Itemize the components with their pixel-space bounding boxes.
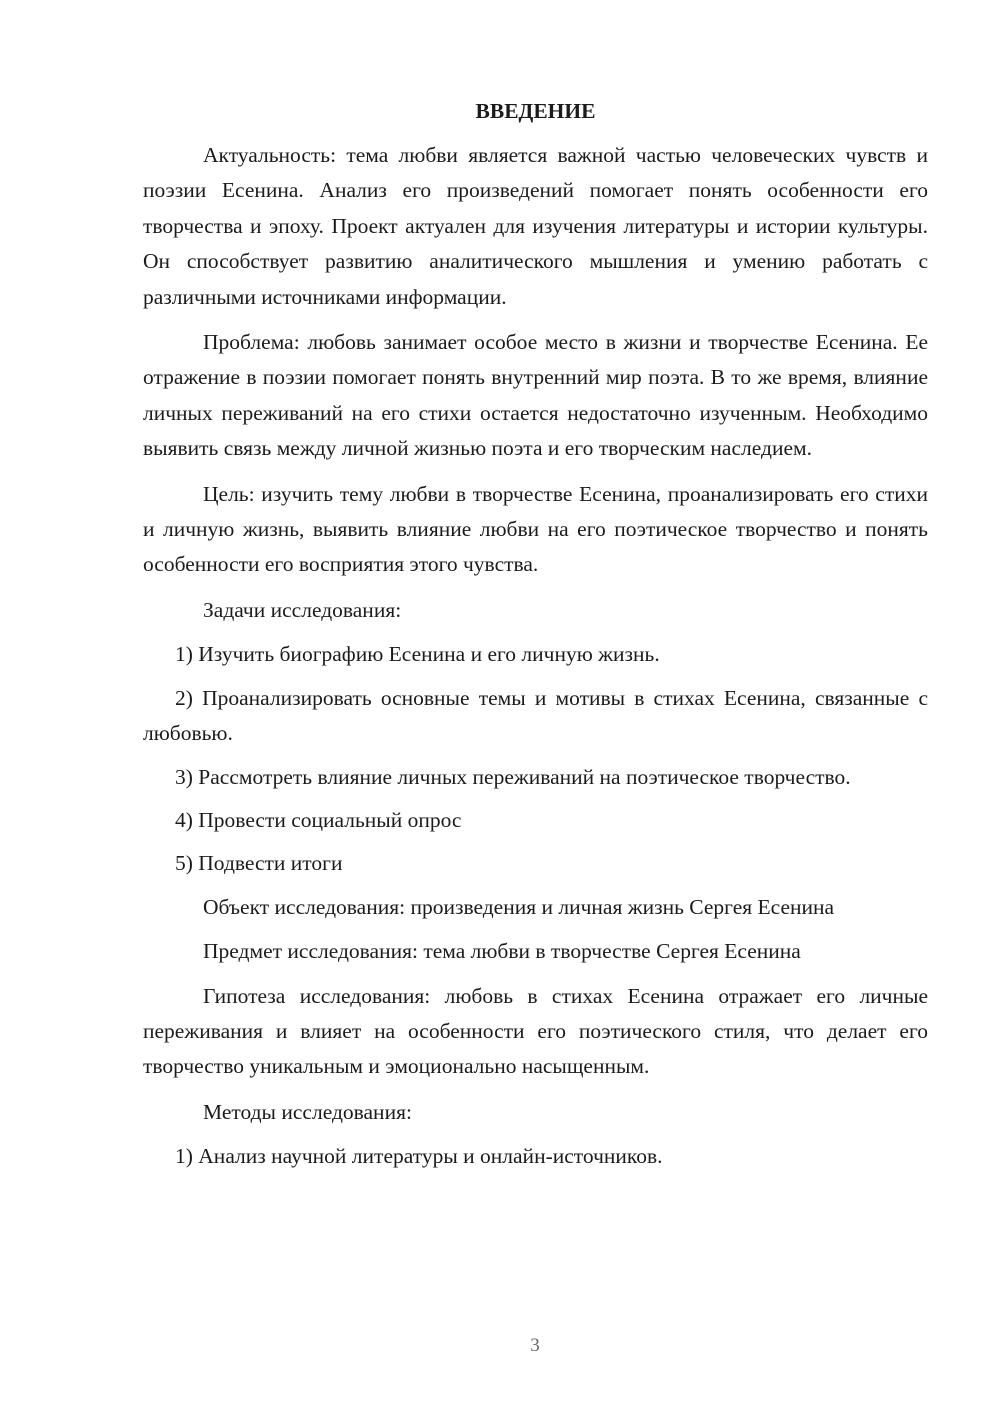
section-heading: ВВЕДЕНИЕ — [475, 99, 596, 123]
relevance-paragraph: Актуальность: тема любви является важной частью человеческих чувств и поэзии Есенина. Анализ его произведений помогает понять особенности его творчества и эпоху. Проект актуален для изучения литературы и истории культуры. Он способствует развитию аналитического мышления и умению работать с различными источниками информации. — [143, 143, 928, 309]
problem-paragraph: Проблема: любовь занимает особое место в жизни и творчестве Есенина. Ее отражение в поэзии помогает понять внутренний мир поэта. В то же время, влияние личных переживаний на его стихи остается недостаточно изученным. Необходимо выявить связь между личной жизнью поэта и его творческим наследием. — [143, 330, 928, 461]
task-item: 1) Изучить биографию Есенина и его личную жизнь. — [175, 642, 660, 667]
task-item: 2) Проанализировать основные темы и мотивы в стихах Есенина, связанные с любовью. — [143, 685, 928, 746]
tasks-heading: Задачи исследования: — [203, 597, 402, 622]
method-item: 1) Анализ научной литературы и онлайн-источников. — [175, 1144, 663, 1169]
goal-paragraph: Цель: изучить тему любви в творчестве Есенина, проанализировать его стихи и личную жизнь, выявить влияние любви на его поэтическое творчество и понять особенности его восприятия этого чувства. — [143, 481, 928, 577]
hypothesis-paragraph: Гипотеза исследования: любовь в стихах Есенина отражает его личные переживания и влияет на особенности его поэтического стиля, что делает его творчество уникальным и эмоционально насыщенным. — [143, 983, 928, 1079]
task-item: 4) Провести социальный опрос — [175, 807, 462, 832]
page-number: 3 — [530, 1335, 540, 1356]
task-item: 3) Рассмотреть влияние личных переживаний на поэтическое творчество. — [175, 764, 851, 789]
subject-line: Предмет исследования: тема любви в творчестве Сергея Есенина — [203, 939, 801, 964]
methods-heading: Методы исследования: — [203, 1099, 412, 1124]
object-line: Объект исследования: произведения и личная жизнь Сергея Есенина — [203, 894, 835, 919]
task-item: 5) Подвести итоги — [175, 851, 343, 876]
document-page — [143, 94, 928, 1183]
